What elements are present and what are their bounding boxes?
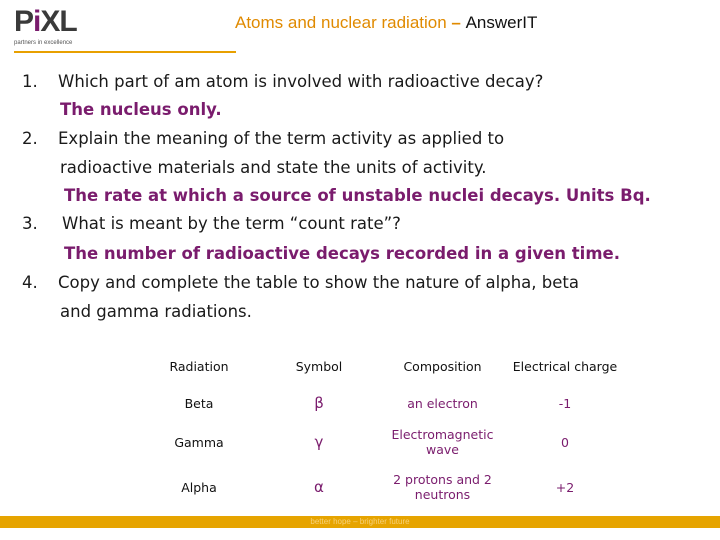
question-2-number: 2. [22, 129, 38, 148]
charge-cell: -1 [558, 395, 572, 411]
title-answer-label: AnswerIT [465, 13, 538, 32]
symbol-cell: α [314, 478, 324, 496]
question-1-text: Which part of am atom is involved with radioactive decay? [58, 72, 544, 91]
radiation-cell: Gamma [174, 434, 224, 450]
composition-cell: Electromagnetic wave [391, 427, 494, 457]
pixl-logo [14, 6, 104, 47]
radiation-cell: Alpha [181, 479, 217, 495]
symbol-cell: β [314, 394, 324, 412]
question-4-number: 4. [22, 273, 38, 292]
charge-cell: 0 [561, 434, 569, 450]
logo-letters-xl: XL [40, 5, 77, 38]
radiation-table [140, 344, 625, 508]
answer-1: The nucleus only. [60, 100, 222, 119]
header-composition: Composition [403, 358, 482, 374]
header-symbol: Symbol [295, 358, 343, 374]
question-2-text-line1: Explain the meaning of the term activity as applied to [58, 129, 505, 148]
page-title [235, 13, 537, 33]
header-radiation: Radiation [169, 358, 229, 374]
question-3-number: 3. [22, 214, 38, 233]
title-main: Atoms and nuclear radiation [235, 13, 447, 32]
answer-3: The number of radioactive decays recorded in a given time. [64, 244, 620, 263]
question-3-text: What is meant by the term “count rate”? [62, 214, 401, 233]
question-1-number: 1. [22, 72, 38, 91]
composition-cell: 2 protons and 2 neutrons [393, 472, 492, 502]
question-4-text-line2: and gamma radiations. [60, 302, 252, 321]
charge-cell: +2 [555, 479, 575, 495]
table-header-row [140, 344, 625, 388]
logo-letter-i: i [33, 5, 41, 38]
composition-cell: an electron [407, 395, 478, 411]
answer-2: The rate at which a source of unstable nuclei decays. Units Bq. [64, 186, 651, 205]
title-separator: – [446, 13, 466, 32]
question-4-text-line1: Copy and complete the table to show the nature of alpha, beta [58, 273, 579, 292]
logo-tagline: partners in excellence [14, 40, 73, 46]
header-underline [14, 51, 236, 53]
logo-letter-p: P [14, 5, 34, 38]
footer-slogan: better hope – brighter future [310, 517, 410, 526]
symbol-cell: γ [314, 433, 324, 451]
logo-wordmark [14, 6, 104, 38]
radiation-cell: Beta [184, 395, 214, 411]
question-2-text-line2: radioactive materials and state the units of activity. [60, 158, 487, 177]
header-electrical-charge: Electrical charge [512, 358, 618, 374]
table-row [140, 388, 625, 418]
table-row [140, 418, 625, 466]
table-row [140, 466, 625, 508]
